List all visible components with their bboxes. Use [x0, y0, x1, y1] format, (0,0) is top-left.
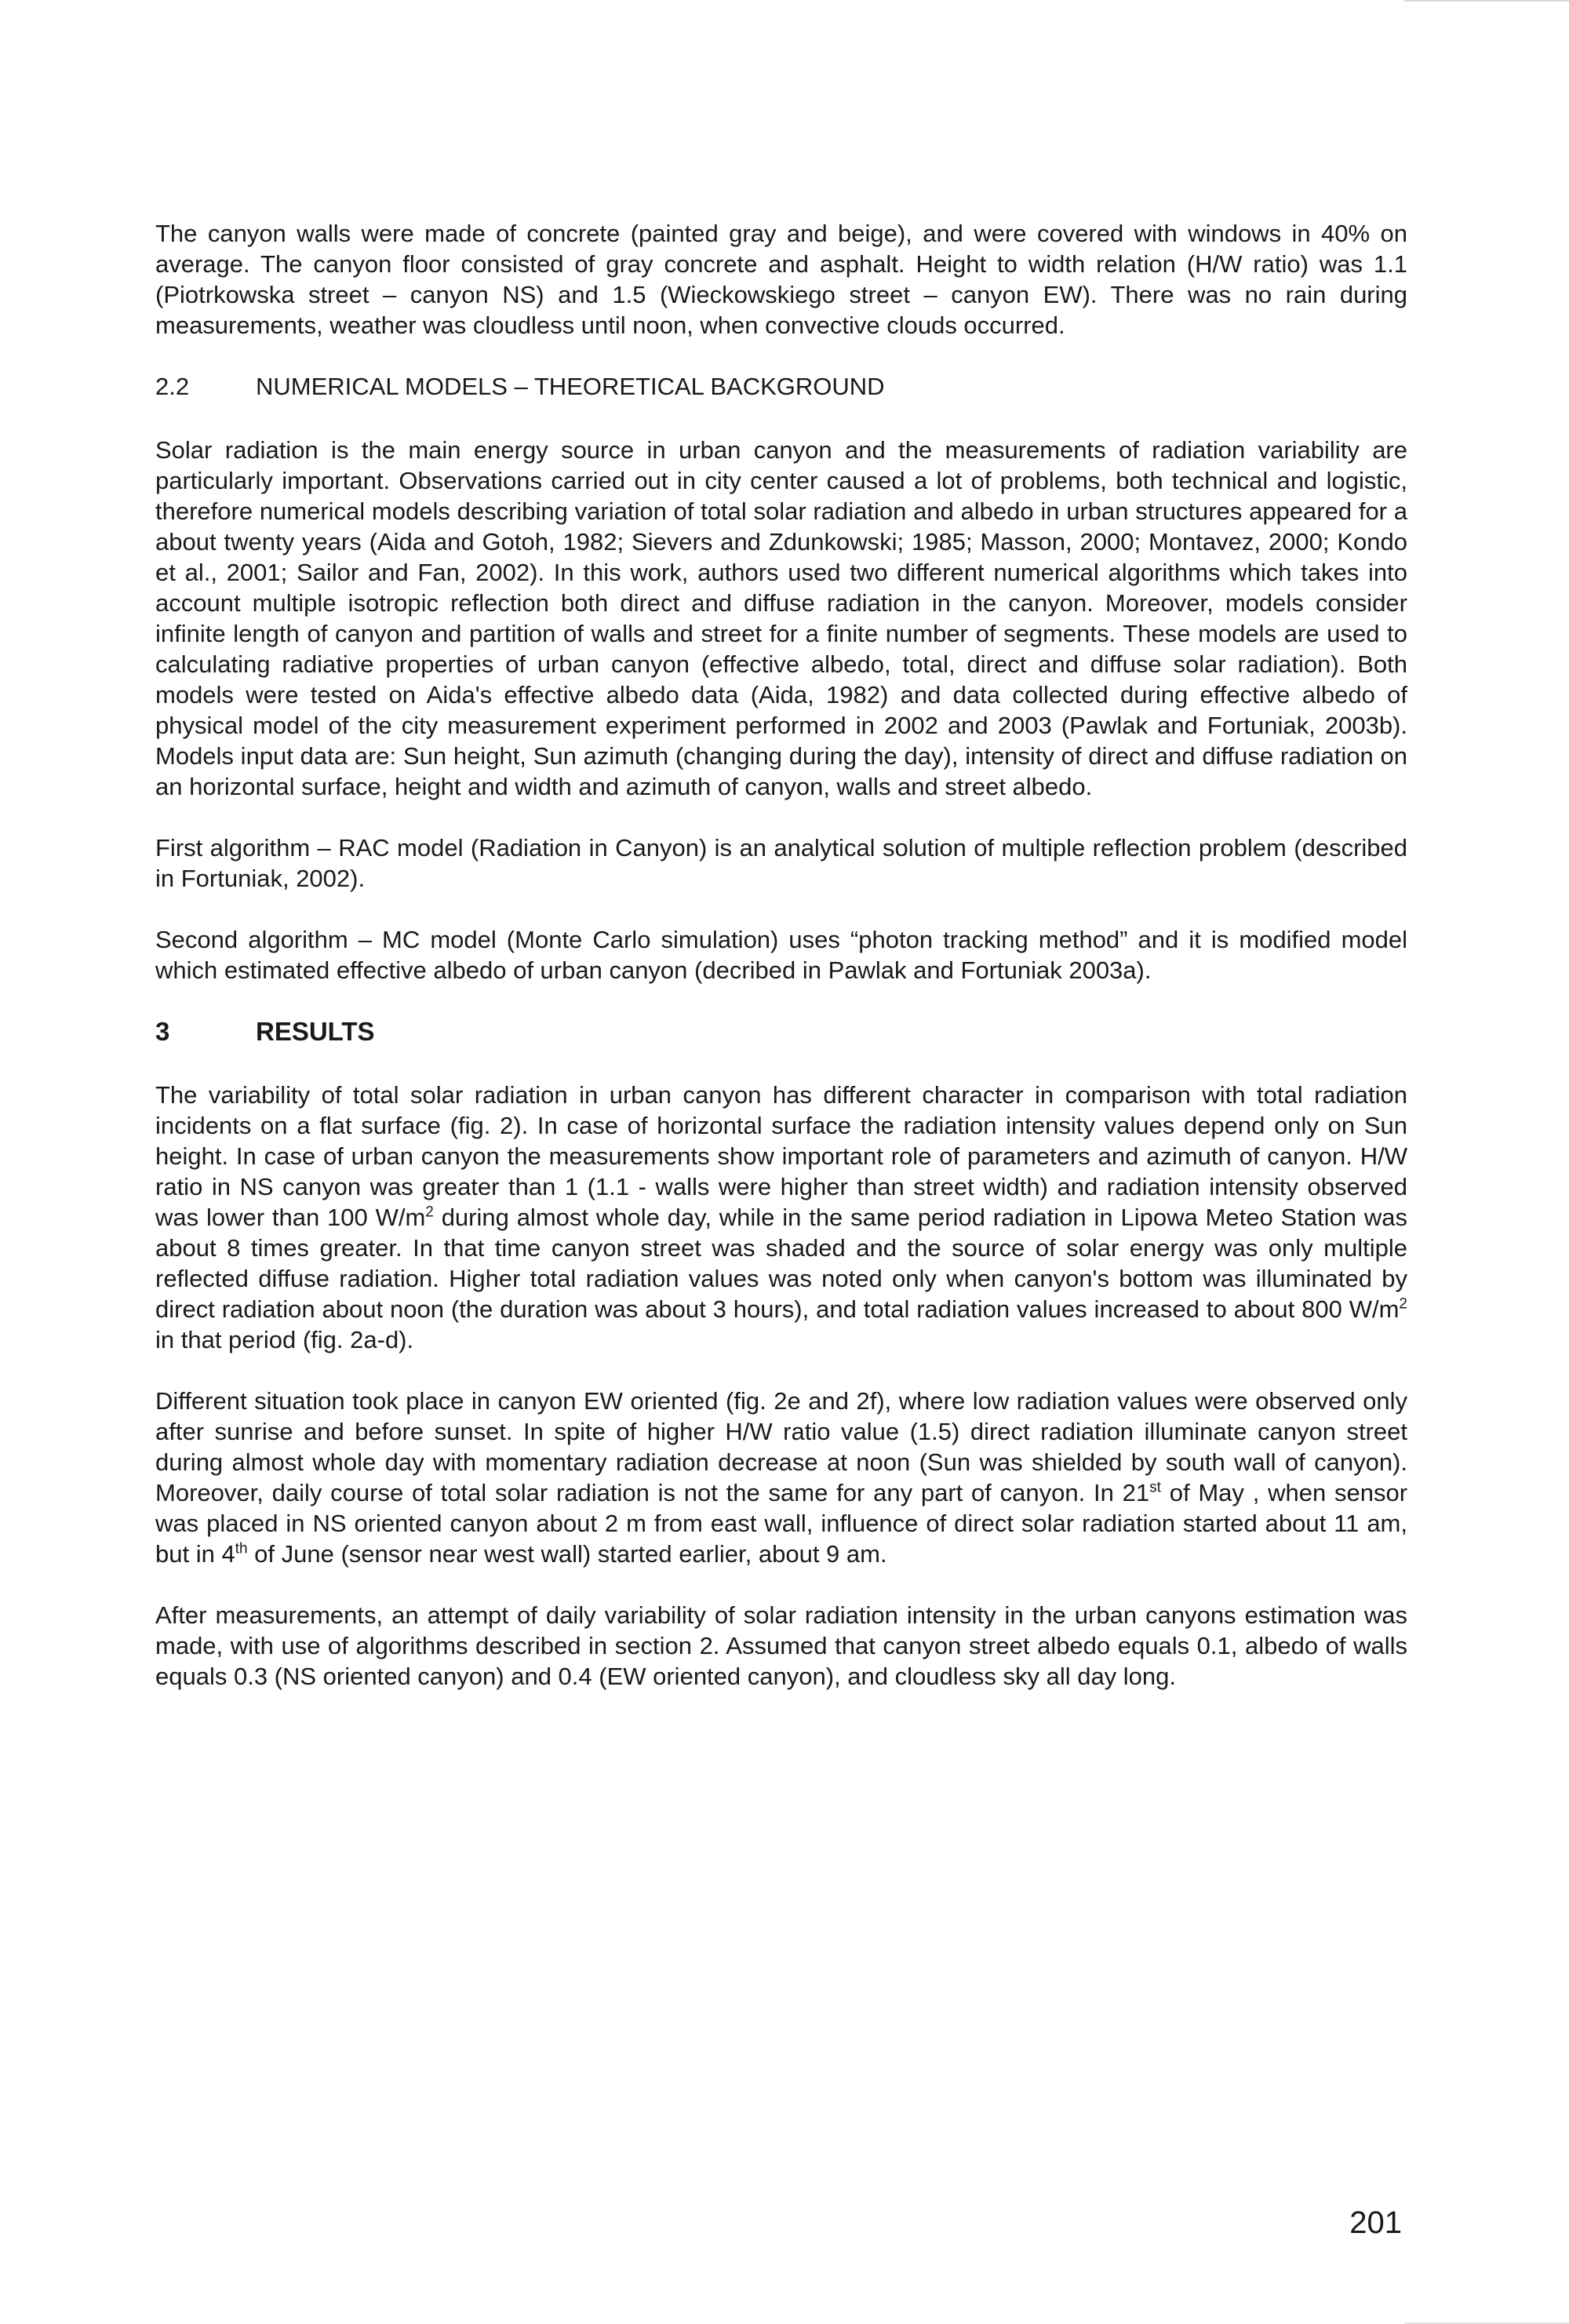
section-title: RESULTS — [256, 1017, 375, 1046]
section-heading-2-2 — [155, 371, 1407, 402]
text-run: of June (sensor near west wall) started earlier, about 9 am. — [247, 1540, 887, 1568]
superscript: 2 — [425, 1204, 434, 1221]
superscript: 2 — [1399, 1295, 1407, 1313]
paragraph-after-measurements: After measurements, an attempt of daily variability of solar radiation intensity in the urban canyons estimation was made, with use of algorithms described in section 2. Assumed that canyon street albedo equals 0.1, albedo of walls equals 0.3 (NS oriented canyon) and 0.4 (EW oriented canyon), and cloudless sky all day long. — [155, 1601, 1407, 1690]
paragraph-variability — [155, 1080, 1407, 1355]
page-body — [155, 218, 1407, 1722]
paragraph-first-algorithm: First algorithm – RAC model (Radiation in Canyon) is an analytical solution of multiple reflection problem (described in Fortuniak, 2002). — [155, 834, 1407, 892]
section-heading-3 — [155, 1016, 1407, 1047]
superscript: st — [1149, 1479, 1161, 1496]
section-number: 2.2 — [155, 373, 190, 400]
text-run: of May , when sensor was placed in NS oriented canyon about 2 m from east wall, influence of direct solar radiation started about 11 am, but in 4 — [155, 1479, 1408, 1568]
section-number: 3 — [155, 1017, 170, 1046]
superscript: th — [235, 1540, 248, 1557]
paragraph-ew-canyon — [155, 1386, 1407, 1569]
text-run: Different situation took place in canyon EW oriented (fig. 2e and 2f), where low radiation values were observed only after sunrise and before sunset. In spite of higher H/W ratio value (1.5) direct radiation illuminate canyon street during almost whole day with momentary radiation decrease at noon (Sun was shielded by south wall of canyon). Moreover, daily course of total solar radiation is not the same for any part of canyon. In 21 — [155, 1387, 1407, 1506]
top-edge-rule — [1404, 0, 1569, 2]
paragraph-canyon-walls: The canyon walls were made of concrete (painted gray and beige), and were covered with windows in 40% on average. The canyon floor consisted of gray concrete and asphalt. Height to width relation (H/W ratio) was 1.1 (Piotrkowska street – canyon NS) and 1.5 (Wieckowskiego street – canyon EW). There was no rain during measurements, weather was cloudless until noon, when convective clouds occurred. — [155, 220, 1407, 339]
section-title: NUMERICAL MODELS – THEORETICAL BACKGROUND — [256, 373, 885, 400]
paragraph-second-algorithm: Second algorithm – MC model (Monte Carlo simulation) uses “photon tracking method” and it is modified model which estimated effective albedo of urban canyon (decribed in Pawlak and Fortuniak 2003a). — [155, 926, 1407, 984]
paragraph-solar-radiation: Solar radiation is the main energy source in urban canyon and the measurements of radiation variability are particularly important. Observations carried out in city center caused a lot of problems, both technical and logistic, therefore numerical models describing variation of total solar radiation and albedo in urban structures appeared for a about twenty years (Aida and Gotoh, 1982; Sievers and Zdunkowski; 1985; Masson, 2000; Montavez, 2000; Kondo et al., 2001; Sailor and Fan, 2002). In this work, authors used two different numerical algorithms which takes into account multiple isotropic reflection both direct and diffuse radiation in the canyon. Moreover, models consider infinite length of canyon and partition of walls and street for a finite number of segments. These models are used to calculating radiative properties of urban canyon (effective albedo, total, direct and diffuse solar radiation). Both models were tested on Aida's effective albedo data (Aida, 1982) and data collected during effective albedo of physical model of the city measurement experiment performed in 2002 and 2003 (Pawlak and Fortuniak, 2003b). Models input data are: Sun height, Sun azimuth (changing during the day), intensity of direct and diffuse radiation on an horizontal surface, height and width and azimuth of canyon, walls and street albedo. — [155, 436, 1407, 800]
text-run: in that period (fig. 2a-d). — [155, 1326, 414, 1353]
page-number: 201 — [1349, 2206, 1402, 2240]
text-run: during almost whole day, while in the same period radiation in Lipowa Meteo Station was about 8 times greater. In that time canyon street was shaded and the source of solar energy was only multiple reflected diffuse radiation. Higher total radiation values was noted only when canyon's bottom was illuminated by direct radiation about noon (the duration was about 3 hours), and total radiation values increased to about 800 W/m — [155, 1204, 1407, 1323]
text-run: The variability of total solar radiation in urban canyon has different character in comparison with total radiation incidents on a flat surface (fig. 2). In case of horizontal surface the radiation intensity values depend only on Sun height. In case of urban canyon the measurements show important role of parameters and azimuth of canyon. H/W ratio in NS canyon was greater than 1 (1.1 - walls were higher than street width) and radiation intensity observed was lower than 100 W/m — [155, 1081, 1407, 1231]
